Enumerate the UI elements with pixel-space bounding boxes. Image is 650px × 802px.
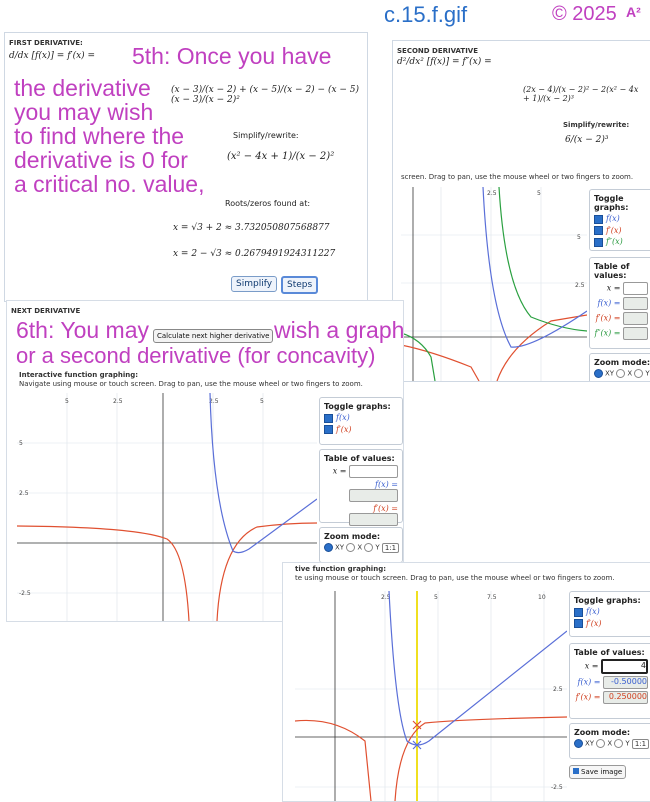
tick-x-7-5: 7.5 (487, 594, 497, 601)
zoom-title: Zoom mode: (574, 728, 631, 737)
root-1: x = √3 + 2 ≈ 3.732050807568877 (173, 223, 330, 233)
tick-x-2-5: 2.5 (209, 398, 219, 405)
annotation-step5-line6: a critical no. value, (14, 171, 205, 197)
row-fpx: f′(x) = (594, 312, 648, 325)
fppx-output (623, 327, 648, 340)
zoom-reset-button[interactable]: 1:1 (382, 543, 399, 553)
zoom-y-radio[interactable] (364, 543, 373, 552)
tick-x-2-5: 2.5 (487, 190, 497, 197)
checkbox-f-prime[interactable] (324, 425, 333, 434)
zoom-xy-radio[interactable] (574, 739, 583, 748)
zoom-xy-radio[interactable] (324, 543, 333, 552)
table-of-values-box (569, 643, 650, 719)
row-x: x = 4 (574, 659, 648, 674)
tick-x-2-5: 2.5 (381, 594, 391, 601)
toggle-graphs-box (589, 189, 650, 251)
tick-x-neg5: 5 (65, 398, 69, 405)
graph-title: tive function graphing: (295, 565, 387, 573)
first-derivative-simplified: (x² − 4x + 1)/(x − 2)² (227, 151, 335, 162)
fpx-output (623, 312, 648, 325)
checkbox-f-prime[interactable] (574, 619, 583, 628)
bottom-graph-panel (282, 562, 650, 802)
zoom-mode-box: Zoom mode: XY X Y 1:1 (569, 723, 650, 759)
toggle-title: Toggle graphs: (594, 194, 629, 212)
row-fx: f(x) = (594, 297, 648, 310)
checkbox-f-prime[interactable] (594, 226, 603, 235)
annotation-step6-line1b: wish a graph (274, 317, 405, 343)
x-input[interactable] (623, 282, 648, 295)
zoom-y-radio[interactable] (634, 369, 643, 378)
toggle-f-prime[interactable]: f′(x) (574, 619, 648, 629)
checkbox-f[interactable] (324, 414, 333, 423)
annotation-step6-line1a: 6th: You may (16, 317, 149, 343)
zoom-x-radio[interactable] (616, 369, 625, 378)
simplify-label: Simplify/rewrite: (233, 131, 299, 140)
annotation-step5-line2: the derivative (14, 75, 151, 101)
tick-x-neg2-5: 2.5 (113, 398, 123, 405)
toggle-f-second[interactable]: f″(x) (594, 237, 648, 247)
toggle-f-prime[interactable]: f′(x) (324, 425, 398, 435)
second-derivative-graph[interactable] (401, 187, 587, 381)
zoom-mode-box: Zoom mode: XY X Y (589, 353, 650, 382)
save-image-button[interactable]: Save image (569, 765, 626, 779)
tick-x-5: 5 (537, 190, 541, 197)
section-label: SECOND DERIVATIVE (397, 47, 478, 55)
fx-output (349, 489, 398, 502)
fpx-output (349, 513, 398, 526)
tick-y-neg2-5: -2.5 (19, 590, 31, 597)
fx-output (623, 297, 648, 310)
tick-x-5: 5 (434, 594, 438, 601)
graph-hint: screen. Drag to pan, use the mouse wheel or two fingers to zoom. (401, 173, 634, 181)
download-icon (573, 768, 579, 774)
zoom-x-radio[interactable] (346, 543, 355, 552)
roots-label: Roots/zeros found at: (225, 199, 311, 208)
section-label: FIRST DERIVATIVE: (9, 39, 83, 47)
table-of-values-box (589, 257, 650, 349)
graph-title: Interactive function graphing: (19, 371, 139, 379)
zoom-title: Zoom mode: (324, 532, 381, 541)
tick-x-10: 10 (538, 594, 546, 601)
tick-y-2-5: 2.5 (19, 490, 29, 497)
checkbox-f-second[interactable] (594, 238, 603, 247)
row-fpx: f′(x) = (324, 504, 398, 526)
row-fpx: f′(x) = 0.250000 (574, 691, 648, 704)
tick-y-neg2-5: -2.5 (551, 784, 563, 791)
annotation-step5-line3: you may wish (14, 99, 154, 125)
zoom-mode-box: Zoom mode: XY X Y 1:1 (319, 527, 403, 563)
first-derivative-expression: (x − 3)/(x − 2) + (x − 5)/(x − 2) − (x − 5)(x − 3)/(x − 2)² (171, 85, 360, 105)
annotation-step6-line2: or a second derivative (for concavity) (16, 343, 376, 368)
row-x: x = (594, 282, 648, 295)
calculate-next-derivative-button[interactable]: Calculate next higher derivative (153, 329, 273, 343)
row-x: x = (324, 465, 398, 478)
x-input[interactable] (349, 465, 398, 478)
toggle-title: Toggle graphs: (574, 596, 641, 605)
toggle-f[interactable]: f(x) (594, 214, 648, 224)
toggle-f-prime[interactable]: f′(x) (594, 226, 648, 236)
table-title: Table of values: (574, 648, 645, 657)
fpx-output: 0.250000 (603, 691, 648, 704)
row-fppx: f″(x) = (594, 327, 648, 340)
tick-y-2-5: 2.5 (575, 282, 585, 289)
tick-y-5: 5 (19, 440, 23, 447)
second-derivative-simplified: 6/(x − 2)³ (565, 135, 609, 145)
toggle-f[interactable]: f(x) (324, 413, 398, 423)
second-derivative-definition: d²/dx² [f(x)] = f″(x) = (397, 57, 492, 67)
zoom-xy-radio[interactable] (594, 369, 603, 378)
copyright-year: © 2025 (552, 3, 617, 25)
checkbox-f[interactable] (574, 608, 583, 617)
section-label: NEXT DERIVATIVE (11, 307, 81, 315)
tick-x-5: 5 (260, 398, 264, 405)
tick-y-5: 5 (577, 234, 581, 241)
table-of-values-box (319, 449, 403, 523)
annotation-step5-line5: derivative is 0 for (14, 147, 188, 173)
fx-output: -0.50000 (603, 676, 648, 689)
zoom-reset-button[interactable]: 1:1 (632, 739, 649, 749)
checkbox-f[interactable] (594, 215, 603, 224)
first-derivative-graph[interactable] (17, 393, 317, 621)
x-input[interactable]: 4 (601, 659, 648, 674)
tick-y-2-5: 2.5 (553, 686, 563, 693)
zoom-y-radio[interactable] (614, 739, 623, 748)
zoom-title: Zoom mode: (594, 358, 650, 367)
annotation-step5-line4: to find where the (14, 123, 185, 149)
graph-hint: te using mouse or touch screen. Drag to pan, use the mouse wheel or two fingers to zoom. (295, 574, 615, 582)
root-2: x = 2 − √3 ≈ 0.2679491924311227 (173, 249, 336, 259)
toggle-f[interactable]: f(x) (574, 607, 648, 617)
steps-button[interactable]: Steps (281, 276, 318, 294)
annotation-step5-line1: 5th: Once you have (132, 43, 332, 69)
first-derivative-definition: d/dx [f(x)] = f′(x) = (9, 51, 96, 61)
table-title: Table of values: (594, 262, 630, 280)
toggle-graphs-box (569, 591, 650, 637)
simplify-button[interactable]: Simplify (231, 276, 277, 292)
toggle-graphs-box (319, 397, 403, 445)
row-fx: f(x) = (324, 480, 398, 502)
simplify-label: Simplify/rewrite: (563, 121, 630, 129)
f-and-f-prime-graph[interactable] (295, 591, 567, 801)
graph-hint: Navigate using mouse or touch screen. Drag to pan, use the mouse wheel or two fingers to zoom. (19, 380, 363, 388)
second-derivative-expression: (2x − 4)/(x − 2)² − 2(x² − 4x + 1)/(x − 2)³ (523, 85, 639, 103)
zoom-x-radio[interactable] (596, 739, 605, 748)
logo-a-squared: A² (626, 4, 641, 20)
filename-title: c.15.f.gif (384, 2, 468, 27)
table-title: Table of values: (324, 454, 395, 463)
second-derivative-panel (392, 40, 650, 382)
row-fx: f(x) = -0.50000 (574, 676, 648, 689)
toggle-title: Toggle graphs: (324, 402, 391, 411)
